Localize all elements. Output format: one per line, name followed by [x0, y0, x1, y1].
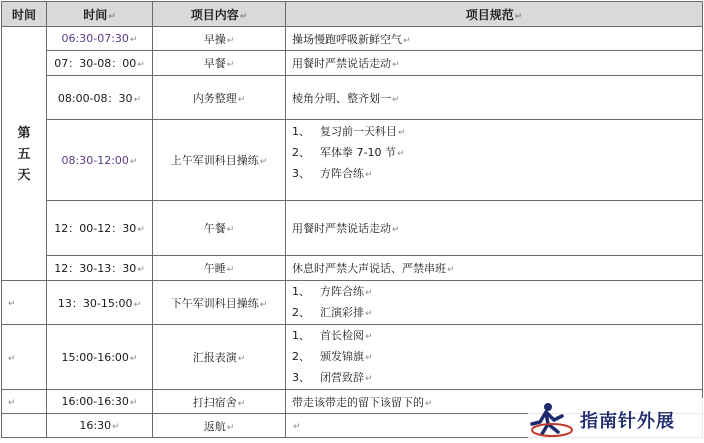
content-cell: 午睡↵	[153, 256, 286, 281]
time-cell: 12：00-12：30↵	[47, 201, 153, 256]
content-cell: 上午军训科目操练↵	[153, 120, 286, 201]
table-row	[2, 27, 703, 51]
schedule-table	[1, 1, 703, 438]
header-time: 时间↵	[47, 2, 153, 27]
table-row	[2, 201, 703, 256]
content-cell: 下午军训科目操练↵	[153, 281, 286, 325]
requirement-cell: 操场慢跑呼吸新鲜空气↵	[286, 27, 703, 51]
content-cell: 早操↵	[153, 27, 286, 51]
table-row	[2, 281, 703, 325]
header-row	[2, 2, 703, 27]
content-cell: 汇报表演↵	[153, 325, 286, 390]
day-cell: ↵	[2, 281, 47, 325]
logo-text: 指南针外展	[580, 411, 675, 432]
header-requirement: 项目规范↵	[286, 2, 703, 27]
table-row	[2, 76, 703, 120]
time-cell: 08:30-12:00↵	[47, 120, 153, 201]
requirement-item: 2、 军体拳 7-10 节↵	[292, 146, 405, 159]
requirement-item: 3、 闭营致辞↵	[292, 371, 373, 384]
requirement-cell: 棱角分明、整齐划一↵	[286, 76, 703, 120]
requirement-cell	[286, 325, 703, 390]
header-content: 项目内容↵	[153, 2, 286, 27]
time-cell: 07：30-08：00↵	[47, 51, 153, 76]
requirement-item: 1、 方阵合练↵	[292, 285, 373, 298]
requirement-item: 1、 首长检阅↵	[292, 329, 373, 342]
content-cell: 早餐↵	[153, 51, 286, 76]
requirement-item: 2、 汇演彩排↵	[292, 306, 373, 319]
content-cell: 打扫宿舍↵	[153, 390, 286, 414]
table-row	[2, 325, 703, 390]
time-cell: 06:30-07:30↵	[47, 27, 153, 51]
requirement-item: 2、 颁发锦旗↵	[292, 350, 373, 363]
requirement-cell: 用餐时严禁说话走动↵	[286, 201, 703, 256]
runner-icon	[528, 400, 576, 440]
brand-logo	[528, 398, 704, 442]
requirement-cell	[286, 281, 703, 325]
time-cell: 16:00-16:30↵	[47, 390, 153, 414]
requirement-item: 1、 复习前一天科目↵	[292, 125, 406, 138]
day-cell: ↵	[2, 390, 47, 414]
requirement-cell	[286, 120, 703, 201]
header-day: 时间	[2, 2, 47, 27]
requirement-cell: 休息时严禁大声说话、严禁串班↵	[286, 256, 703, 281]
requirement-cell: 用餐时严禁说话走动↵	[286, 51, 703, 76]
requirement-cell: 带走该带走的留下该留下的↵	[286, 390, 703, 414]
time-cell: 12：30-13：30↵	[47, 256, 153, 281]
day-label: 第 五 天	[17, 126, 31, 183]
day-cell: ↵	[2, 325, 47, 390]
content-cell: 午餐↵	[153, 201, 286, 256]
time-cell: 16:30↵	[47, 414, 153, 438]
table-row	[2, 51, 703, 76]
table-row	[2, 120, 703, 201]
time-cell: 13：30-15:00↵	[47, 281, 153, 325]
table-row	[2, 256, 703, 281]
content-cell: 内务整理↵	[153, 76, 286, 120]
day-cell	[2, 414, 47, 438]
requirement-cell: ↵	[286, 414, 703, 438]
requirement-item: 3、 方阵合练↵	[292, 167, 373, 180]
day-cell	[2, 27, 47, 281]
content-cell: 返航↵	[153, 414, 286, 438]
time-cell: 15:00-16:00↵	[47, 325, 153, 390]
time-cell: 08:00-08：30↵	[47, 76, 153, 120]
